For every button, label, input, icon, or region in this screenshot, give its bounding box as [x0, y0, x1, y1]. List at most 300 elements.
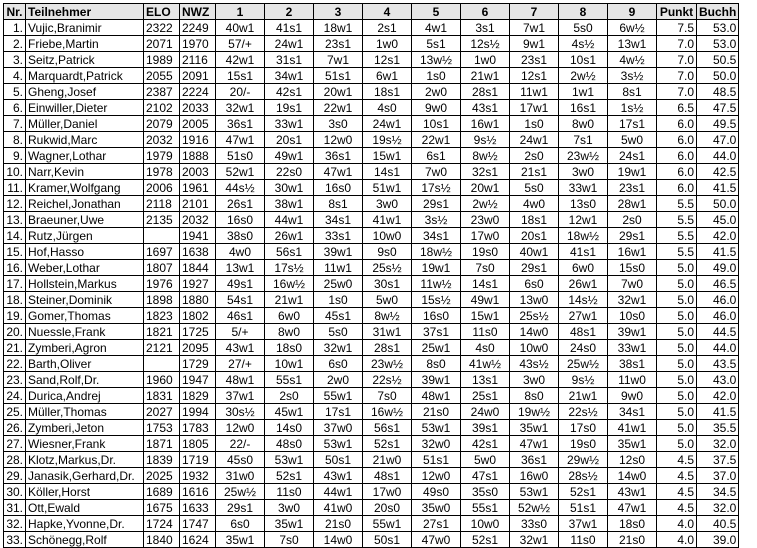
- points-cell: 5.0: [657, 324, 697, 340]
- round-1-cell: 45s0: [216, 452, 265, 468]
- elo-cell: 1823: [144, 308, 180, 324]
- points-cell: 6.0: [657, 180, 697, 196]
- points-cell: 6.0: [657, 148, 697, 164]
- elo-cell: 1821: [144, 324, 180, 340]
- round-3-cell: 17s1: [314, 404, 363, 420]
- round-1-cell: 5/+: [216, 324, 265, 340]
- round-8-cell: 10s1: [559, 52, 608, 68]
- table-row: [4, 516, 739, 532]
- round-4-cell: 15w1: [363, 148, 412, 164]
- player-name-cell: Friebe,Martin: [26, 36, 144, 52]
- player-name-cell: Gheng,Josef: [26, 84, 144, 100]
- player-name-cell: Wagner,Lothar: [26, 148, 144, 164]
- nwz-cell: 1961: [180, 180, 216, 196]
- table-row: [4, 372, 739, 388]
- table-row: [4, 340, 739, 356]
- round-2-cell: 3w0: [265, 500, 314, 516]
- round-3-cell: 37w0: [314, 420, 363, 436]
- round-9-cell: 28w1: [608, 196, 657, 212]
- round-5-cell: 47w0: [412, 532, 461, 548]
- round-7-cell: 40w1: [510, 244, 559, 260]
- round-1-cell: 16s0: [216, 212, 265, 228]
- round-6-cell: 23w0: [461, 212, 510, 228]
- player-name-cell: Ott,Ewald: [26, 500, 144, 516]
- player-name-cell: Müller,Daniel: [26, 116, 144, 132]
- round-7-cell: 6s0: [510, 276, 559, 292]
- table-body: [4, 20, 739, 548]
- round-8-cell: 4s½: [559, 36, 608, 52]
- buchholz-cell: 40.5: [697, 516, 739, 532]
- buchholz-cell: 46.0: [697, 292, 739, 308]
- round-9-cell: 5w0: [608, 132, 657, 148]
- table-row: [4, 292, 739, 308]
- rank-cell: 25.: [4, 404, 26, 420]
- table-row: [4, 452, 739, 468]
- round-7-cell: 24w1: [510, 132, 559, 148]
- elo-cell: 2025: [144, 468, 180, 484]
- round-6-cell: 4s0: [461, 340, 510, 356]
- round-1-cell: 43w1: [216, 340, 265, 356]
- round-8-cell: 5s0: [559, 20, 608, 36]
- round-8-cell: 18w½: [559, 228, 608, 244]
- round-7-cell: 20s1: [510, 228, 559, 244]
- rank-cell: 27.: [4, 436, 26, 452]
- round-7-cell: 16w0: [510, 468, 559, 484]
- points-cell: 4.5: [657, 484, 697, 500]
- round-1-cell: 54s1: [216, 292, 265, 308]
- round-8-cell: 1w1: [559, 84, 608, 100]
- header-elo: ELO: [144, 4, 180, 20]
- round-6-cell: 21w1: [461, 68, 510, 84]
- round-5-cell: 5s1: [412, 36, 461, 52]
- table-row: [4, 500, 739, 516]
- round-1-cell: 15s1: [216, 68, 265, 84]
- header-buchh: Buchh: [697, 4, 739, 20]
- elo-cell: 1689: [144, 484, 180, 500]
- round-7-cell: 2s0: [510, 148, 559, 164]
- round-6-cell: 12s½: [461, 36, 510, 52]
- player-name-cell: Hapke,Yvonne,Dr.: [26, 516, 144, 532]
- round-5-cell: 18w½: [412, 244, 461, 260]
- round-6-cell: 24w0: [461, 404, 510, 420]
- elo-cell: 1989: [144, 52, 180, 68]
- elo-cell: 1871: [144, 436, 180, 452]
- round-1-cell: 26s1: [216, 196, 265, 212]
- player-name-cell: Vujic,Branimir: [26, 20, 144, 36]
- points-cell: 6.0: [657, 132, 697, 148]
- round-4-cell: 14s1: [363, 164, 412, 180]
- round-7-cell: 9w1: [510, 36, 559, 52]
- round-4-cell: 56s1: [363, 420, 412, 436]
- round-6-cell: 41w½: [461, 356, 510, 372]
- elo-cell: 2118: [144, 196, 180, 212]
- player-name-cell: Müller,Thomas: [26, 404, 144, 420]
- round-8-cell: 28s½: [559, 468, 608, 484]
- player-name-cell: Klotz,Markus,Dr.: [26, 452, 144, 468]
- round-4-cell: 25s½: [363, 260, 412, 276]
- rank-cell: 7.: [4, 116, 26, 132]
- round-2-cell: 11s0: [265, 484, 314, 500]
- header-row: [4, 4, 739, 20]
- round-9-cell: 10s0: [608, 308, 657, 324]
- round-6-cell: 5w0: [461, 452, 510, 468]
- round-9-cell: 8s1: [608, 84, 657, 100]
- round-1-cell: 22/-: [216, 436, 265, 452]
- nwz-cell: 2033: [180, 100, 216, 116]
- round-2-cell: 41s1: [265, 20, 314, 36]
- round-7-cell: 17w1: [510, 100, 559, 116]
- round-3-cell: 44w1: [314, 484, 363, 500]
- points-cell: 7.5: [657, 20, 697, 36]
- buchholz-cell: 32.0: [697, 436, 739, 452]
- round-2-cell: 42s1: [265, 84, 314, 100]
- rank-cell: 28.: [4, 452, 26, 468]
- nwz-cell: 1927: [180, 276, 216, 292]
- nwz-cell: 1916: [180, 132, 216, 148]
- round-6-cell: 42s1: [461, 436, 510, 452]
- round-6-cell: 16w1: [461, 116, 510, 132]
- round-8-cell: 48s1: [559, 324, 608, 340]
- round-5-cell: 11w½: [412, 276, 461, 292]
- buchholz-cell: 49.0: [697, 260, 739, 276]
- round-3-cell: 12w0: [314, 132, 363, 148]
- header-round-6: 6: [461, 4, 510, 20]
- round-9-cell: 43w1: [608, 484, 657, 500]
- round-1-cell: 4w0: [216, 244, 265, 260]
- round-1-cell: 38s0: [216, 228, 265, 244]
- nwz-cell: 1719: [180, 452, 216, 468]
- round-5-cell: 49s0: [412, 484, 461, 500]
- buchholz-cell: 50.5: [697, 52, 739, 68]
- round-2-cell: 44w1: [265, 212, 314, 228]
- nwz-cell: 1725: [180, 324, 216, 340]
- points-cell: 5.5: [657, 228, 697, 244]
- nwz-cell: 1805: [180, 436, 216, 452]
- buchholz-cell: 42.0: [697, 228, 739, 244]
- round-9-cell: 3s½: [608, 68, 657, 84]
- nwz-cell: 1729: [180, 356, 216, 372]
- round-7-cell: 18s1: [510, 212, 559, 228]
- table-row: [4, 196, 739, 212]
- round-9-cell: 41w1: [608, 420, 657, 436]
- elo-cell: 1979: [144, 148, 180, 164]
- round-8-cell: 19s0: [559, 436, 608, 452]
- round-9-cell: 34s1: [608, 404, 657, 420]
- round-4-cell: 24w1: [363, 116, 412, 132]
- round-5-cell: 13w½: [412, 52, 461, 68]
- elo-cell: 2071: [144, 36, 180, 52]
- nwz-cell: 1994: [180, 404, 216, 420]
- round-6-cell: 9s½: [461, 132, 510, 148]
- round-9-cell: 39w1: [608, 324, 657, 340]
- nwz-cell: 1888: [180, 148, 216, 164]
- points-cell: 5.0: [657, 356, 697, 372]
- header-round-4: 4: [363, 4, 412, 20]
- buchholz-cell: 41.5: [697, 180, 739, 196]
- round-8-cell: 21w1: [559, 388, 608, 404]
- rank-cell: 24.: [4, 388, 26, 404]
- player-name-cell: Einwiller,Dieter: [26, 100, 144, 116]
- round-4-cell: 6w1: [363, 68, 412, 84]
- round-7-cell: 35w1: [510, 420, 559, 436]
- round-6-cell: 49w1: [461, 292, 510, 308]
- round-9-cell: 7w0: [608, 276, 657, 292]
- points-cell: 7.0: [657, 68, 697, 84]
- round-2-cell: 30w1: [265, 180, 314, 196]
- rank-cell: 6.: [4, 100, 26, 116]
- rank-cell: 11.: [4, 180, 26, 196]
- round-2-cell: 33w1: [265, 116, 314, 132]
- round-9-cell: 35w1: [608, 436, 657, 452]
- round-1-cell: 25w½: [216, 484, 265, 500]
- points-cell: 5.0: [657, 436, 697, 452]
- rank-cell: 30.: [4, 484, 26, 500]
- rank-cell: 18.: [4, 292, 26, 308]
- round-2-cell: 24w1: [265, 36, 314, 52]
- round-4-cell: 21w0: [363, 452, 412, 468]
- table-row: [4, 404, 739, 420]
- round-9-cell: 24s1: [608, 148, 657, 164]
- round-8-cell: 17s0: [559, 420, 608, 436]
- round-7-cell: 36s1: [510, 452, 559, 468]
- header-nwz: NWZ: [180, 4, 216, 20]
- round-1-cell: 13w1: [216, 260, 265, 276]
- round-4-cell: 16w½: [363, 404, 412, 420]
- table-row: [4, 180, 739, 196]
- round-5-cell: 53w1: [412, 420, 461, 436]
- round-2-cell: 55s1: [265, 372, 314, 388]
- round-8-cell: 11s0: [559, 532, 608, 548]
- table-row: [4, 36, 739, 52]
- buchholz-cell: 50.0: [697, 196, 739, 212]
- player-name-cell: Zymberi,Agron: [26, 340, 144, 356]
- round-9-cell: 1s½: [608, 100, 657, 116]
- table-row: [4, 308, 739, 324]
- round-5-cell: 22w1: [412, 132, 461, 148]
- round-7-cell: 5s0: [510, 180, 559, 196]
- elo-cell: 1724: [144, 516, 180, 532]
- round-4-cell: 19s½: [363, 132, 412, 148]
- round-2-cell: 38w1: [265, 196, 314, 212]
- round-2-cell: 2s0: [265, 388, 314, 404]
- round-4-cell: 23w½: [363, 356, 412, 372]
- round-3-cell: 51s1: [314, 68, 363, 84]
- points-cell: 5.0: [657, 292, 697, 308]
- points-cell: 7.0: [657, 36, 697, 52]
- round-2-cell: 20s1: [265, 132, 314, 148]
- rank-cell: 10.: [4, 164, 26, 180]
- round-5-cell: 1s0: [412, 68, 461, 84]
- table-row: [4, 532, 739, 548]
- round-5-cell: 25w1: [412, 340, 461, 356]
- round-3-cell: 33s1: [314, 228, 363, 244]
- player-name-cell: Durica,Andrej: [26, 388, 144, 404]
- round-6-cell: 11s0: [461, 324, 510, 340]
- round-3-cell: 8s1: [314, 196, 363, 212]
- round-5-cell: 48w1: [412, 388, 461, 404]
- round-4-cell: 28s1: [363, 340, 412, 356]
- round-5-cell: 39w1: [412, 372, 461, 388]
- round-4-cell: 18s1: [363, 84, 412, 100]
- round-1-cell: 30s½: [216, 404, 265, 420]
- round-5-cell: 3s½: [412, 212, 461, 228]
- round-7-cell: 33s0: [510, 516, 559, 532]
- rank-cell: 19.: [4, 308, 26, 324]
- round-4-cell: 2s1: [363, 20, 412, 36]
- round-8-cell: 12w1: [559, 212, 608, 228]
- buchholz-cell: 47.0: [697, 132, 739, 148]
- rank-cell: 15.: [4, 244, 26, 260]
- player-name-cell: Nuessle,Frank: [26, 324, 144, 340]
- table-row: [4, 212, 739, 228]
- round-2-cell: 56s1: [265, 244, 314, 260]
- elo-cell: 2322: [144, 20, 180, 36]
- round-4-cell: 7s0: [363, 388, 412, 404]
- points-cell: 5.5: [657, 196, 697, 212]
- rank-cell: 32.: [4, 516, 26, 532]
- rank-cell: 8.: [4, 132, 26, 148]
- buchholz-cell: 43.0: [697, 372, 739, 388]
- rank-cell: 2.: [4, 36, 26, 52]
- buchholz-cell: 53.0: [697, 20, 739, 36]
- round-7-cell: 43s½: [510, 356, 559, 372]
- table-row: [4, 468, 739, 484]
- round-2-cell: 49w1: [265, 148, 314, 164]
- round-6-cell: 47s1: [461, 468, 510, 484]
- player-name-cell: Schönegg,Rolf: [26, 532, 144, 548]
- round-2-cell: 7s0: [265, 532, 314, 548]
- round-4-cell: 52s1: [363, 436, 412, 452]
- round-2-cell: 35w1: [265, 516, 314, 532]
- round-1-cell: 49s1: [216, 276, 265, 292]
- buchholz-cell: 47.5: [697, 100, 739, 116]
- round-7-cell: 1s0: [510, 116, 559, 132]
- round-4-cell: 41w1: [363, 212, 412, 228]
- round-5-cell: 8s0: [412, 356, 461, 372]
- points-cell: 5.0: [657, 404, 697, 420]
- round-9-cell: 18s0: [608, 516, 657, 532]
- points-cell: 4.5: [657, 500, 697, 516]
- table-row: [4, 260, 739, 276]
- elo-cell: 2387: [144, 84, 180, 100]
- points-cell: 6.0: [657, 164, 697, 180]
- round-2-cell: 31s1: [265, 52, 314, 68]
- round-3-cell: 34s1: [314, 212, 363, 228]
- buchholz-cell: 48.5: [697, 84, 739, 100]
- round-9-cell: 29s1: [608, 228, 657, 244]
- round-9-cell: 33w1: [608, 340, 657, 356]
- nwz-cell: 2091: [180, 68, 216, 84]
- round-2-cell: 18s0: [265, 340, 314, 356]
- round-4-cell: 9s0: [363, 244, 412, 260]
- player-name-cell: Gomer,Thomas: [26, 308, 144, 324]
- points-cell: 4.5: [657, 452, 697, 468]
- round-2-cell: 26w1: [265, 228, 314, 244]
- round-4-cell: 10w0: [363, 228, 412, 244]
- round-3-cell: 21s0: [314, 516, 363, 532]
- buchholz-cell: 46.5: [697, 276, 739, 292]
- round-2-cell: 8w0: [265, 324, 314, 340]
- nwz-cell: 1747: [180, 516, 216, 532]
- table-row: [4, 132, 739, 148]
- round-1-cell: 52w1: [216, 164, 265, 180]
- header-round-9: 9: [608, 4, 657, 20]
- nwz-cell: 1932: [180, 468, 216, 484]
- player-name-cell: Sand,Rolf,Dr.: [26, 372, 144, 388]
- player-name-cell: Zymberi,Jeton: [26, 420, 144, 436]
- round-1-cell: 32w1: [216, 100, 265, 116]
- table-row: [4, 436, 739, 452]
- elo-cell: 2032: [144, 132, 180, 148]
- round-8-cell: 2w½: [559, 68, 608, 84]
- rank-cell: 26.: [4, 420, 26, 436]
- round-1-cell: 12w0: [216, 420, 265, 436]
- round-8-cell: 8w0: [559, 116, 608, 132]
- round-4-cell: 48s1: [363, 468, 412, 484]
- rank-cell: 1.: [4, 20, 26, 36]
- round-5-cell: 37s1: [412, 324, 461, 340]
- rank-cell: 29.: [4, 468, 26, 484]
- elo-cell: 2055: [144, 68, 180, 84]
- buchholz-cell: 44.0: [697, 340, 739, 356]
- round-5-cell: 7w0: [412, 164, 461, 180]
- round-7-cell: 21s1: [510, 164, 559, 180]
- round-4-cell: 1w0: [363, 36, 412, 52]
- round-7-cell: 19w½: [510, 404, 559, 420]
- round-9-cell: 38s1: [608, 356, 657, 372]
- round-6-cell: 19s0: [461, 244, 510, 260]
- player-name-cell: Wiesner,Frank: [26, 436, 144, 452]
- round-5-cell: 15s½: [412, 292, 461, 308]
- nwz-cell: 2249: [180, 20, 216, 36]
- rank-cell: 9.: [4, 148, 26, 164]
- round-4-cell: 12s1: [363, 52, 412, 68]
- round-3-cell: 18w1: [314, 20, 363, 36]
- round-6-cell: 10w0: [461, 516, 510, 532]
- nwz-cell: 1970: [180, 36, 216, 52]
- round-6-cell: 32s1: [461, 164, 510, 180]
- elo-cell: 2102: [144, 100, 180, 116]
- round-4-cell: 51w1: [363, 180, 412, 196]
- player-name-cell: Janasik,Gerhard,Dr.: [26, 468, 144, 484]
- elo-cell: 1831: [144, 388, 180, 404]
- round-5-cell: 29s1: [412, 196, 461, 212]
- rank-cell: 20.: [4, 324, 26, 340]
- round-2-cell: 17s½: [265, 260, 314, 276]
- round-8-cell: 27w1: [559, 308, 608, 324]
- round-6-cell: 8w½: [461, 148, 510, 164]
- table-row: [4, 420, 739, 436]
- round-5-cell: 35w0: [412, 500, 461, 516]
- buchholz-cell: 49.5: [697, 116, 739, 132]
- round-7-cell: 13w0: [510, 292, 559, 308]
- nwz-cell: 1802: [180, 308, 216, 324]
- round-8-cell: 25w½: [559, 356, 608, 372]
- round-1-cell: 36s1: [216, 116, 265, 132]
- round-8-cell: 29w½: [559, 452, 608, 468]
- player-name-cell: Rukwid,Marc: [26, 132, 144, 148]
- round-6-cell: 55s1: [461, 500, 510, 516]
- round-1-cell: 40w1: [216, 20, 265, 36]
- elo-cell: 1898: [144, 292, 180, 308]
- standings-table: [3, 3, 739, 548]
- round-6-cell: 2w½: [461, 196, 510, 212]
- round-2-cell: 10w1: [265, 356, 314, 372]
- round-7-cell: 52w½: [510, 500, 559, 516]
- round-8-cell: 37w1: [559, 516, 608, 532]
- round-8-cell: 14s½: [559, 292, 608, 308]
- round-5-cell: 16s0: [412, 308, 461, 324]
